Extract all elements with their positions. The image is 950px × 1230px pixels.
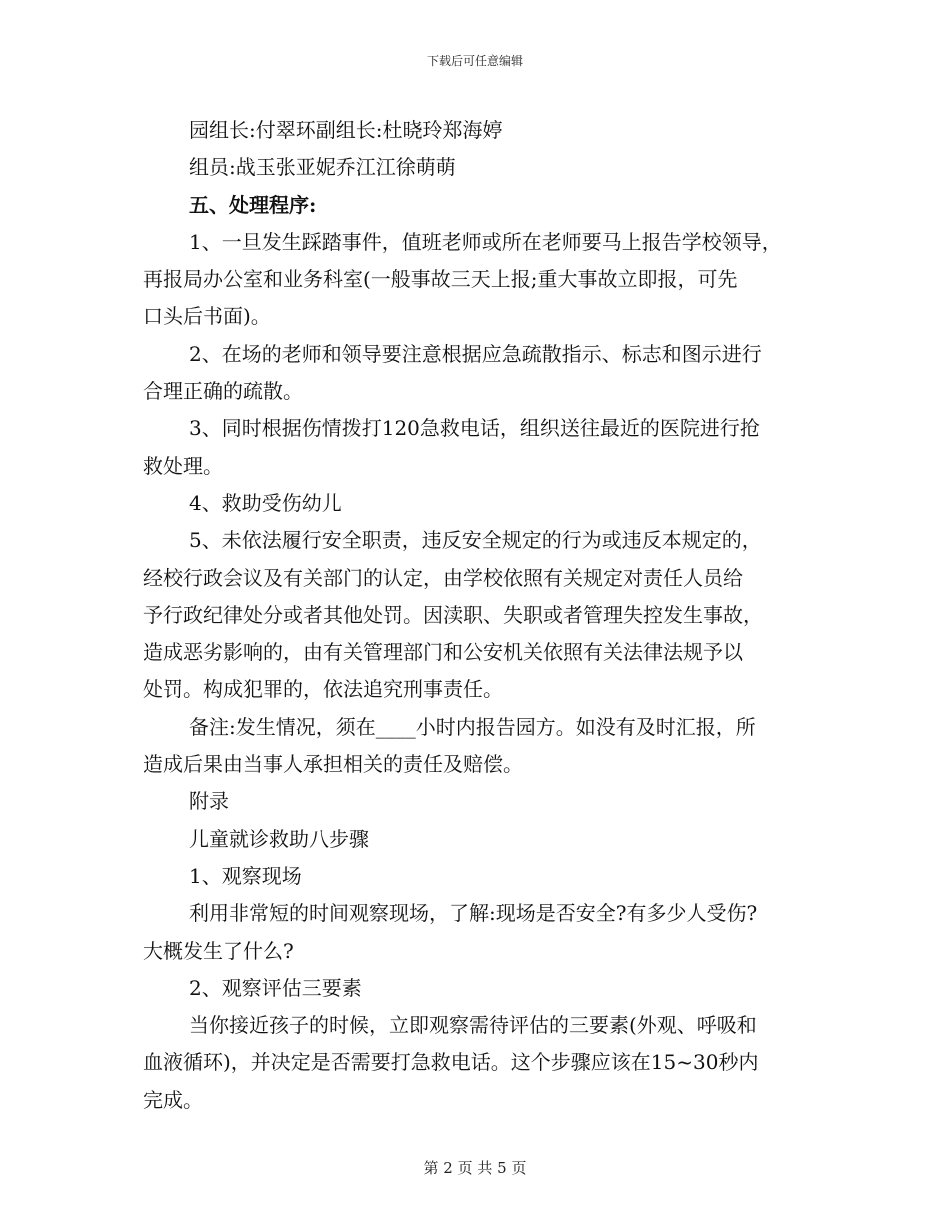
text-line: 2、观察评估三要素 [189, 975, 362, 1000]
text-line: 大概发生了什么? [143, 938, 294, 963]
text-line: 儿童就诊救助八步骤 [189, 826, 369, 851]
text-line: 5、未依法履行安全职责，违反安全规定的行为或违反本规定的， [189, 528, 762, 553]
text-line: 当你接近孩子的时候，立即观察需待评估的三要素(外观、呼吸和 [189, 1013, 757, 1038]
text-line: 合理正确的疏散。 [143, 379, 303, 404]
text-line: 3、同时根据伤情拨打120急救电话，组织送往最近的医院进行抢 [189, 416, 760, 441]
text-line: 救处理。 [143, 453, 223, 478]
text-line: 组员:战玉张亚妮乔江江徐萌萌 [189, 155, 456, 180]
text-line: 利用非常短的时间观察现场，了解:现场是否安全?有多少人受伤? [189, 901, 758, 926]
text-line: 造成后果由当事人承担相关的责任及赔偿。 [143, 752, 523, 777]
text-line: 附录 [189, 789, 229, 814]
text-line: 血液循环)，并决定是否需要打急救电话。这个步骤应该在15~30秒内 [143, 1050, 759, 1075]
text-line: 完成。 [143, 1087, 203, 1112]
page-footer: 第 2 页 共 5 页 [423, 1159, 527, 1177]
text-line: 4、救助受伤幼儿 [189, 490, 342, 515]
text-line: 处罚。构成犯罪的，依法追究刑事责任。 [143, 677, 503, 702]
text-line: 1、观察现场 [189, 863, 302, 888]
page-header: 下载后可任意编辑 [426, 54, 523, 68]
text-line: 1、一旦发生踩踏事件，值班老师或所在老师要马上报告学校领导， [189, 229, 782, 254]
text-line: 经校行政会议及有关部门的认定，由学校依照有关规定对责任人员给 [143, 565, 743, 590]
text-line: 口头后书面)。 [143, 304, 271, 329]
text-line: 园组长:付翠环副组长:杜晓玲郑海婷 [189, 118, 503, 142]
section-heading: 五、处理程序: [189, 192, 317, 217]
text-line: 备注:发生情况，须在____小时内报告园方。如没有及时汇报，所 [189, 714, 756, 739]
text-line: 2、在场的老师和领导要注意根据应急疏散指示、标志和图示进行 [189, 341, 762, 366]
text-line: 再报局办公室和业务科室(一般事故三天上报;重大事故立即报，可先 [143, 267, 738, 292]
document-body [143, 112, 813, 1119]
text-line: 造成恶劣影响的，由有关管理部门和公安机关依照有关法律法规予以 [143, 640, 743, 665]
text-line: 予行政纪律处分或者其他处罚。因渎职、失职或者管理失控发生事故， [143, 602, 763, 627]
